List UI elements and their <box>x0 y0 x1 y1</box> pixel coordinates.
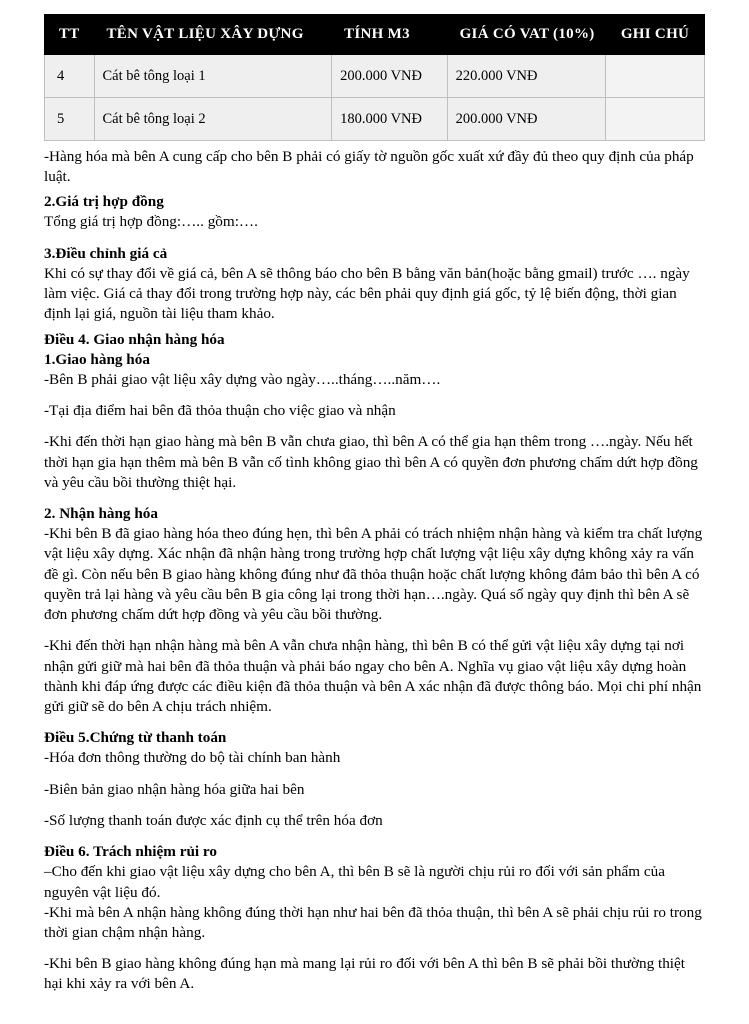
paragraph-doc-handover: -Biên bản giao nhận hàng hóa giữa hai bên <box>44 780 305 798</box>
column-header-tt: TT <box>45 15 95 55</box>
table-header-row <box>45 15 705 55</box>
materials-table <box>44 14 705 141</box>
paragraph-receive-ontime: -Khi bên B đã giao hàng hóa theo đúng hẹn, thì bên A phải có trách nhiệm nhận hàng và kiểm tra chất lượng vật liệu xây dựng. Xác nhận đã nhận hàng trong trường hợp chất lượng vật liệu xây dựng không xảy ra vấn đề gì. Còn nếu bên B giao hàng không đúng như đã thỏa thuận hoặc chất lượng không đảm bảo thì bên A có quyền trả lại hàng và yêu cầu bên B gia công lại trong thời hạn….ngày. Quá số ngày quy định thì bên A sẽ đơn phương chấm dứt hợp đồng và yêu cầu bồi thường. <box>44 525 703 624</box>
table-body <box>45 54 705 140</box>
paragraph-price-adjustment: Khi có sự thay đổi về giá cả, bên A sẽ thông báo cho bên B bằng văn bản(hoặc bằng gmail) trước …. ngày làm việc. Giá cả thay đổi trong trường hợp này, các bên phải quy định giá gốc, tỷ lệ biến động, thời gian định lại giá, nguồn tài liệu tham khảo. <box>44 264 690 323</box>
paragraph-receive-late: -Khi đến thời hạn nhận hàng mà bên A vẫn chưa nhận hàng, thì bên B có thể gửi vật liệu xây dựng tại nơi nhận gửi giữ mà hai bên đã thỏa thuận và phải báo ngay cho bên A. Nghĩa vụ giao vật liệu xây dựng hoàn thành khi đáp ứng được các điều kiện đã thỏa thuận và bên A xác nhận đã được thông báo. Mọi chi phí nhận gửi giữ sẽ do bên A chịu trách nhiệm. <box>44 637 702 715</box>
paragraph-doc-invoice: -Hóa đơn thông thường do bộ tài chính ban hành <box>44 749 341 767</box>
heading-price-adjustment: 3.Điều chỉnh giá cả <box>44 244 168 262</box>
paragraph-risk-2: -Khi mà bên A nhận hàng không đúng thời hạn như hai bên đã thỏa thuận, thì bên A sẽ phải chịu rủi ro trong thời gian chậm nhận hàng. <box>44 903 702 941</box>
heading-article-5: Điều 5.Chứng từ thanh toán <box>44 729 227 747</box>
paragraph-doc-amount: -Số lượng thanh toán được xác định cụ thể trên hóa đơn <box>44 811 383 829</box>
cell-unit: 180.000 VNĐ <box>332 97 448 140</box>
table-header <box>45 15 705 55</box>
cell-note <box>605 54 704 97</box>
cell-note <box>605 97 704 140</box>
paragraph-delivery-place: -Tại địa điểm hai bên đã thỏa thuận cho việc giao và nhận <box>44 402 396 420</box>
table-row <box>45 97 705 140</box>
paragraph-delivery-late: -Khi đến thời hạn giao hàng mà bên B vẫn chưa giao, thì bên A có thể gia hạn thêm trong ….ngày. Nếu hết thời hạn gia hạn thêm mà bên B vẫn cố tình không giao thì bên A có quyền đơn phương chấm dứt hợp đồng và yêu cầu bồi thường thiệt hại. <box>44 433 698 491</box>
cell-material-name: Cát bê tông loại 2 <box>94 97 332 140</box>
column-header-material-name: TÊN VẬT LIỆU XÂY DỰNG <box>94 15 332 55</box>
heading-article-4: Điều 4. Giao nhận hàng hóa <box>44 330 225 348</box>
paragraph-risk-1: –Cho đến khi giao vật liệu xây dựng cho bên A, thì bên B sẽ là người chịu rủi ro đối với sản phẩm của nguyên vật liệu đó. <box>44 863 665 901</box>
heading-article-6: Điều 6. Trách nhiệm rủi ro <box>44 843 217 861</box>
paragraph-goods-origin: -Hàng hóa mà bên A cung cấp cho bên B phải có giấy tờ nguồn gốc xuất xứ đầy đủ theo quy định của pháp luật. <box>44 147 694 185</box>
column-header-note: GHI CHÚ <box>605 15 704 55</box>
cell-tt: 5 <box>45 97 95 140</box>
heading-receiving: 2. Nhận hàng hóa <box>44 505 158 523</box>
cell-unit: 200.000 VNĐ <box>332 54 448 97</box>
heading-delivery: 1.Giao hàng hóa <box>44 350 150 368</box>
paragraph-risk-3: -Khi bên B giao hàng không đúng hạn mà mang lại rủi ro đối với bên A thì bên B sẽ phải bồi thường thiệt hại khi xảy ra với bên A. <box>44 955 685 993</box>
column-header-price-vat: GIÁ CÓ VAT (10%) <box>447 15 605 55</box>
cell-price: 220.000 VNĐ <box>447 54 605 97</box>
cell-price: 200.000 VNĐ <box>447 97 605 140</box>
paragraph-delivery-date: -Bên B phải giao vật liệu xây dựng vào ngày…..tháng…..năm…. <box>44 370 441 388</box>
table-row <box>45 54 705 97</box>
paragraph-contract-value: Tổng giá trị hợp đồng:….. gồm:…. <box>44 213 258 231</box>
cell-material-name: Cát bê tông loại 1 <box>94 54 332 97</box>
cell-tt: 4 <box>45 54 95 97</box>
column-header-unit: TÍNH M3 <box>332 15 448 55</box>
heading-contract-value: 2.Giá trị hợp đồng <box>44 193 164 211</box>
